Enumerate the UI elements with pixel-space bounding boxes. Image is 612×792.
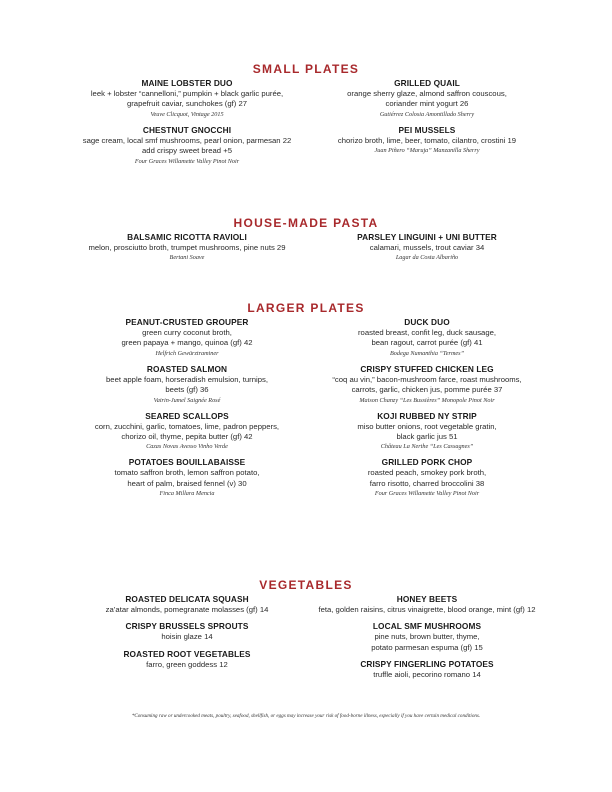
- section-title: LARGER PLATES: [247, 301, 365, 315]
- item-desc: coriander mint yogurt 26: [385, 99, 469, 109]
- item-pairing: Four Graces Willamette Valley Pinot Noir: [134, 157, 240, 165]
- section-small-plates: [0, 62, 612, 165]
- item-desc: hoisin glaze 14: [161, 632, 213, 642]
- item-desc: carrots, garlic, chicken jus, pomme purée 37: [351, 385, 503, 395]
- menu-item-roasted-root-vegetables: [62, 649, 312, 670]
- item-name: CRISPY BRUSSELS SPROUTS: [125, 621, 249, 632]
- section-title: HOUSE-MADE PASTA: [233, 216, 379, 230]
- item-pairing: Vairin-Jumel Saignée Rosé: [153, 396, 221, 404]
- item-desc: corn, zucchini, garlic, tomatoes, lime, padron peppers,: [94, 421, 280, 431]
- menu-item-parsley-linguini: [302, 232, 552, 262]
- item-name: ROASTED ROOT VEGETABLES: [123, 648, 251, 659]
- item-name: CHESTNUT GNOCCHI: [142, 124, 232, 135]
- item-name: DUCK DUO: [404, 317, 450, 327]
- item-name: BALSAMIC RICOTTA RAVIOLI: [127, 232, 247, 242]
- menu-item-peanut-crusted-grouper: [62, 317, 312, 358]
- item-name: LOCAL SMF MUSHROOMS: [372, 621, 482, 632]
- item-desc: truffle aioli, pecorino romano 14: [373, 670, 481, 680]
- item-desc: chorizo oil, thyme, pepita butter (gf) 42: [121, 432, 253, 442]
- item-name: ROASTED SALMON: [146, 363, 228, 374]
- menu-item-potatoes-bouillabaisse: [62, 457, 312, 498]
- item-desc: roasted peach, smokey pork broth,: [367, 468, 487, 478]
- item-pairing: Château La Nerthe “Les Cassagnes”: [380, 443, 474, 451]
- item-desc: heart of palm, braised fennel (v) 30: [127, 478, 247, 488]
- menu-item-honey-beets: [302, 594, 552, 615]
- item-desc: melon, prosciutto broth, trumpet mushrooms, pine nuts 29: [88, 243, 286, 252]
- item-desc: beets (gf) 36: [165, 385, 209, 395]
- menu-item-maine-lobster-duo: [62, 78, 312, 119]
- item-desc: za’atar almonds, pomegranate molasses (gf) 14: [105, 605, 269, 614]
- section-house-made-pasta: [0, 216, 612, 262]
- menu-item-crispy-stuffed-chicken-leg: [302, 364, 552, 405]
- item-name: HONEY BEETS: [396, 594, 458, 604]
- item-desc: potato parmesan espuma (gf) 15: [371, 642, 483, 652]
- item-name: PARSLEY LINGUINI + UNI BUTTER: [357, 232, 497, 242]
- menu-item-crispy-fingerling-potatoes: [302, 659, 552, 680]
- item-pairing: Maison Chanzy “Les Bussières” Monopole Pinot Noir: [359, 396, 495, 404]
- item-name: GRILLED PORK CHOP: [381, 457, 473, 468]
- item-desc: chorizo broth, lime, beer, tomato, cilantro, crostini 19: [337, 135, 517, 145]
- item-name: MAINE LOBSTER DUO: [141, 78, 233, 88]
- item-desc: roasted breast, confit leg, duck sausage,: [357, 328, 497, 337]
- item-desc: bean ragout, carrot purée (gf) 41: [371, 338, 483, 348]
- item-pairing: Helfrich Gewürztraminer: [155, 349, 219, 357]
- item-pairing: Bodega Numanthia “Termes”: [389, 349, 465, 357]
- section-title: SMALL PLATES: [252, 62, 360, 76]
- menu-item-duck-duo: [302, 317, 552, 358]
- item-pairing: Juan Piñero “Maruja” Manzanilla Sherry: [374, 147, 480, 155]
- item-name: CRISPY FINGERLING POTATOES: [360, 659, 494, 670]
- item-pairing: Cazas Novas Avesso Vinho Verde: [146, 443, 228, 451]
- item-desc: feta, golden raisins, citrus vinaigrette, blood orange, mint (gf) 12: [318, 605, 536, 614]
- item-name: PEANUT-CRUSTED GROUPER: [125, 317, 249, 327]
- item-name: CRISPY STUFFED CHICKEN LEG: [360, 363, 494, 374]
- item-pairing: Finca Millara Mencia: [159, 490, 215, 498]
- item-pairing: Bertani Soave: [169, 254, 205, 262]
- item-name: GRILLED QUAIL: [394, 78, 460, 88]
- item-desc: black garlic jus 51: [396, 432, 458, 442]
- menu-item-roasted-delicata-squash: [62, 594, 312, 615]
- item-desc: miso butter onions, root vegetable gratin,: [357, 421, 497, 431]
- item-desc: farro, green goddess 12: [146, 659, 228, 669]
- item-desc: beet apple foam, horseradish emulsion, turnips,: [106, 374, 268, 384]
- item-name: SEARED SCALLOPS: [145, 410, 229, 421]
- item-pairing: Gutiérrez Colosia Amontillado Sherry: [379, 110, 475, 118]
- menu-item-grilled-quail: [302, 78, 552, 119]
- item-desc: pine nuts, brown butter, thyme,: [374, 632, 480, 642]
- item-pairing: Lagar da Costa Albariño: [395, 254, 459, 262]
- item-desc: sage cream, local smf mushrooms, pearl onion, parmesan 22: [82, 135, 292, 145]
- item-desc: calamari, mussels, trout caviar 34: [369, 243, 485, 252]
- food-safety-disclaimer: *Consuming raw or undercooked meats, poultry, seafood, shellfish, or eggs may increase your risk of food-borne illness, especially if you have certain medical conditions.: [131, 713, 481, 719]
- item-desc: tomato saffron broth, lemon saffron potato,: [114, 468, 260, 478]
- menu-item-grilled-pork-chop: [302, 457, 552, 498]
- item-desc: green curry coconut broth,: [142, 328, 232, 337]
- item-desc: “coq au vin,” bacon-mushroom farce, roast mushrooms,: [332, 374, 522, 384]
- section-larger-plates: [0, 301, 612, 498]
- item-desc: add crispy sweet bread +5: [142, 146, 232, 156]
- item-desc: farro risotto, charred broccolini 38: [369, 478, 485, 488]
- item-pairing: Four Graces Willamette Valley Pinot Noir: [374, 490, 480, 498]
- item-name: POTATOES BOUILLABAISSE: [128, 457, 246, 468]
- section-vegetables: [0, 578, 612, 680]
- item-name: KOJI RUBBED NY STRIP: [377, 410, 477, 421]
- menu-item-pei-mussels: [302, 125, 552, 155]
- item-desc: grapefruit caviar, sunchokes (gf) 27: [126, 99, 248, 109]
- item-desc: leek + lobster “cannelloni,” pumpkin + black garlic purée,: [90, 89, 284, 98]
- menu-item-crispy-brussels-sprouts: [62, 621, 312, 642]
- menu-item-chestnut-gnocchi: [62, 125, 312, 166]
- menu-item-balsamic-ricotta-ravioli: [62, 232, 312, 262]
- menu-item-local-smf-mushrooms: [302, 621, 552, 653]
- section-title: VEGETABLES: [259, 578, 353, 592]
- menu-item-roasted-salmon: [62, 364, 312, 405]
- item-desc: orange sherry glaze, almond saffron couscous,: [347, 89, 507, 98]
- item-name: PEI MUSSELS: [398, 124, 456, 135]
- item-desc: green papaya + mango, quinoa (gf) 42: [121, 338, 253, 348]
- menu-item-seared-scallops: [62, 411, 312, 452]
- item-name: ROASTED DELICATA SQUASH: [125, 594, 249, 604]
- item-pairing: Veuve Clicquot, Vintage 2015: [150, 110, 224, 118]
- menu-item-koji-rubbed-ny-strip: [302, 411, 552, 452]
